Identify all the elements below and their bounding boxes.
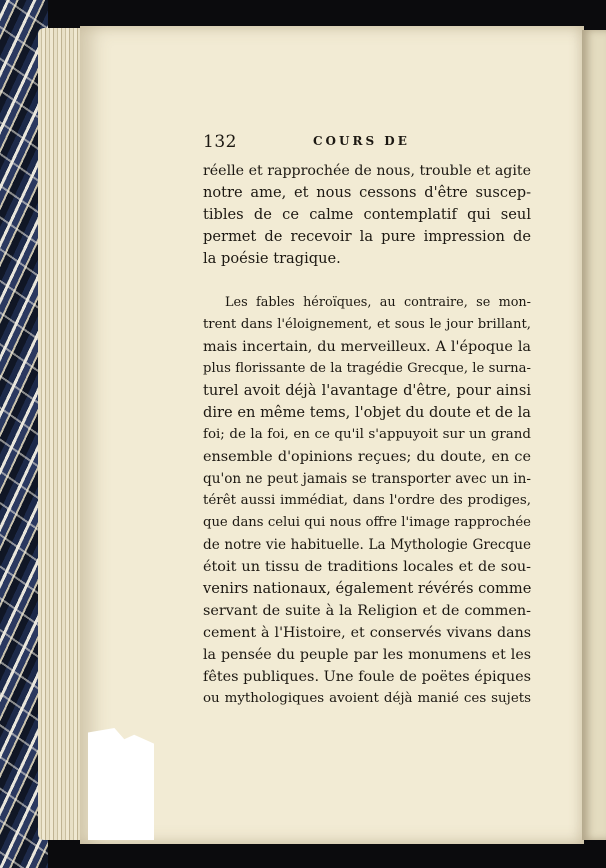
text-line: qu'on ne peut jamais se transporter avec un in- bbox=[203, 471, 531, 487]
text-line: turel avoit déjà l'avantage d'être, pour ainsi bbox=[203, 382, 531, 399]
text-line: mais incertain, du merveilleux. A l'époque la bbox=[203, 339, 531, 355]
text-line: dire en même tems, l'objet du doute et de la bbox=[203, 404, 531, 421]
text-line: notre ame, et nous cessons d'être suscep- bbox=[203, 184, 531, 201]
text-line: plus florissante de la tragédie Grecque, le surna- bbox=[203, 361, 531, 376]
text-line: tibles de ce calme contemplatif qui seul bbox=[203, 206, 531, 223]
paragraph-gap bbox=[203, 270, 531, 292]
text-line: servant de suite à la Religion et de commen- bbox=[203, 603, 531, 619]
text-line: réelle et rapprochée de nous, trouble et agite bbox=[203, 163, 531, 179]
text-line: térêt aussi immédiat, dans l'ordre des prodiges, bbox=[203, 493, 531, 508]
text-line: la pensée du peuple par les monumens et les bbox=[203, 647, 531, 663]
next-page-edge bbox=[582, 30, 606, 840]
torn-corner bbox=[88, 728, 154, 840]
text-line: étoit un tissu de traditions locales et de sou- bbox=[203, 559, 531, 575]
text-line: venirs nationaux, également révérés comme bbox=[203, 580, 532, 597]
paragraph-1 bbox=[203, 160, 531, 270]
top-shadow bbox=[0, 0, 606, 22]
text-line: la poésie tragique. bbox=[203, 250, 341, 267]
body-text bbox=[203, 160, 531, 710]
text-line: de notre vie habituelle. La Mythologie Grecque bbox=[203, 537, 531, 553]
text-line: que dans celui qui nous offre l'image rapprochée bbox=[203, 515, 531, 530]
text-line: trent dans l'éloignement, et sous le jour brillant, bbox=[203, 317, 531, 332]
page-number: 132 bbox=[203, 132, 237, 152]
text-line: permet de recevoir la pure impression de bbox=[203, 228, 531, 245]
running-head: COURS DE bbox=[313, 134, 410, 148]
text-line: Les fables héroïques, au contraire, se mon- bbox=[225, 295, 531, 310]
text-line: ensemble d'opinions reçues; du doute, en ce bbox=[203, 449, 531, 465]
page-header bbox=[203, 132, 533, 154]
text-line: fêtes publiques. Une foule de poëtes épiques bbox=[203, 669, 531, 685]
text-line: foi; de la foi, en ce qu'il s'appuyoit sur un grand bbox=[203, 427, 531, 442]
paragraph-2 bbox=[203, 292, 531, 710]
text-line: ou mythologiques avoient déjà manié ces sujets bbox=[203, 691, 531, 706]
text-line: cement à l'Histoire, et conservés vivans dans bbox=[203, 625, 531, 641]
